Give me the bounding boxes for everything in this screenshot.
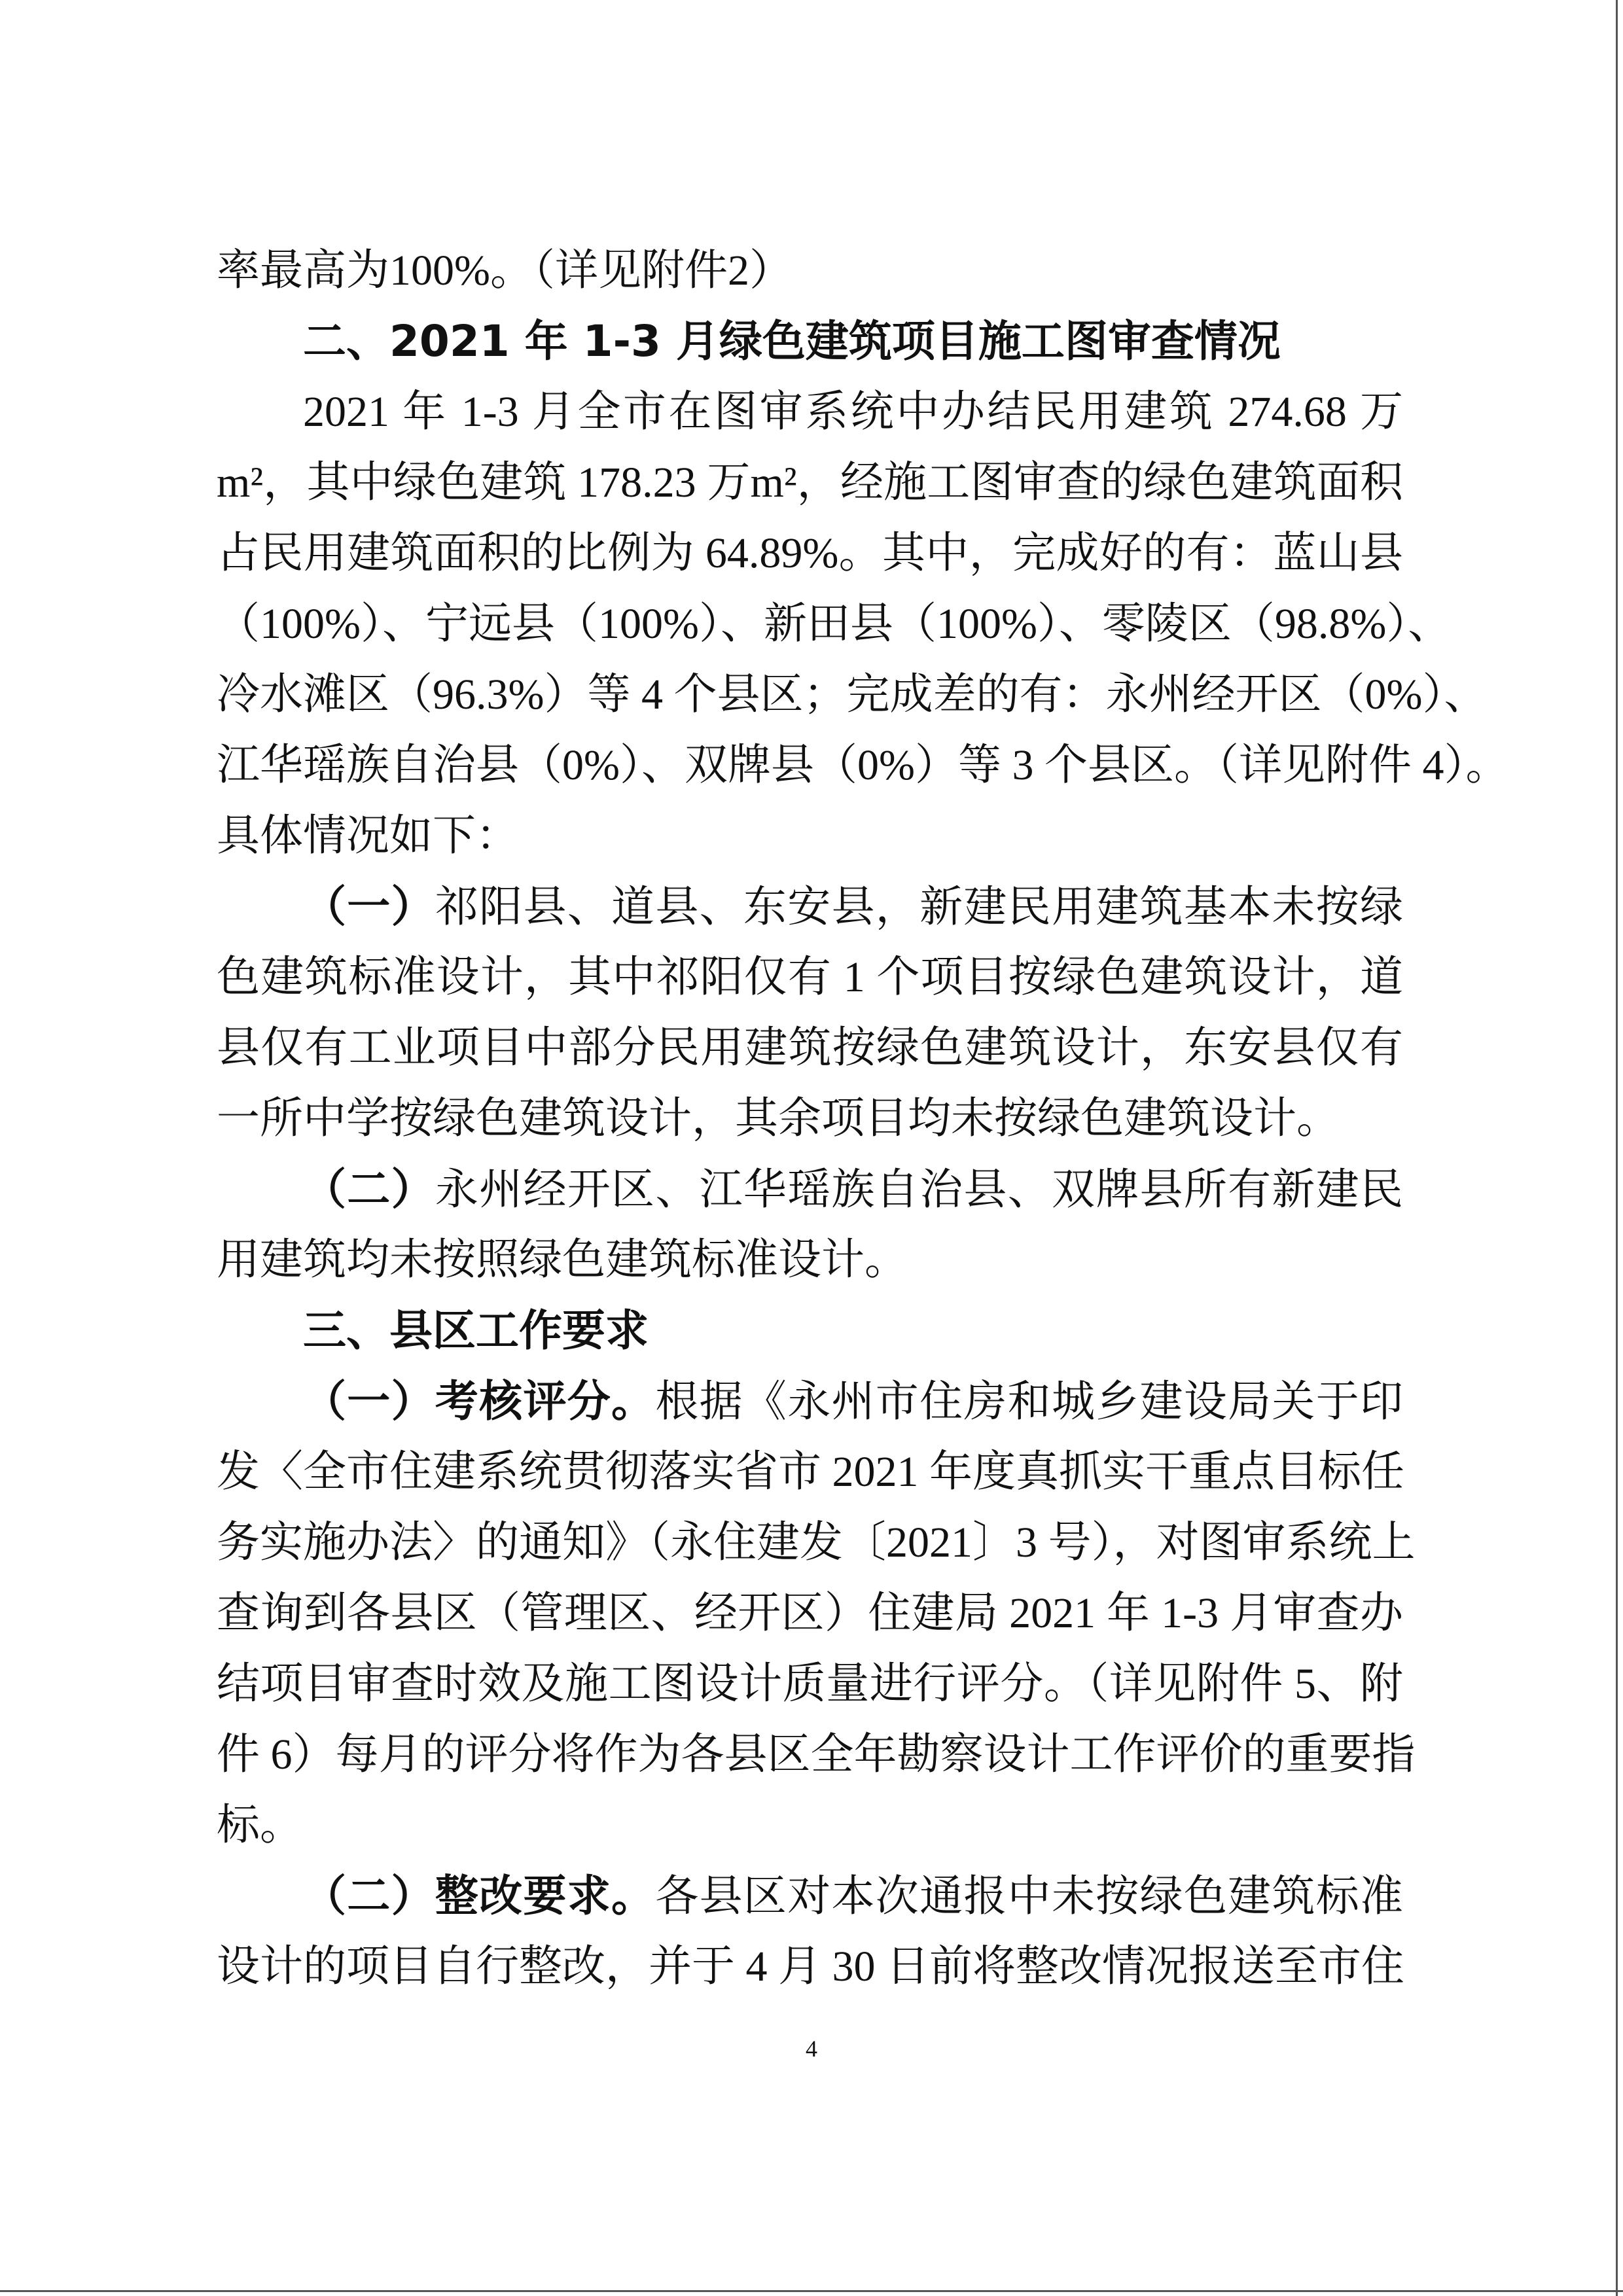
line-text: 2021 年 1-3 月全市在图审系统中办结民用建筑 274.68 万 (303, 388, 1403, 436)
text-line (217, 1366, 1403, 1437)
text-line (217, 872, 1403, 942)
line-text: （100%）、宁远县（100%）、新田县（100%）、零陵区（98.8%）、 (217, 600, 1452, 648)
line-text: 设计的项目自行整改，并于 4 月 30 日前将整改情况报送至市住 (217, 1943, 1404, 1990)
text-line (217, 1225, 1403, 1296)
line-text: 县仅有工业项目中部分民用建筑按绿色建筑设计，东安县仅有 (217, 1024, 1403, 1072)
section-heading (217, 1296, 1403, 1366)
text-line (217, 1013, 1403, 1084)
line-text: 用建筑均未按照绿色建筑标准设计。 (217, 1236, 908, 1284)
bold-lead: （一） (303, 881, 435, 932)
text-line (217, 801, 1403, 872)
line-text: 务实施办法〉的通知》（永住建发〔2021〕3 号），对图审系统上 (217, 1519, 1416, 1566)
line-text: 江华瑶族自治县（0%）、双牌县（0%）等 3 个县区。（详见附件 4）。 (217, 741, 1509, 789)
line-text: 结项目审查时效及施工图设计质量进行评分。（详见附件 5、附 (217, 1660, 1403, 1708)
line-text: 标。 (217, 1801, 303, 1849)
text-line (217, 589, 1452, 660)
text-line (217, 1578, 1403, 1649)
text-line (217, 1084, 1403, 1154)
line-text: 色建筑标准设计，其中祁阳仅有 1 个项目按绿色建筑设计，道 (217, 953, 1403, 1001)
text-line (217, 730, 1509, 801)
text-line (217, 1508, 1416, 1578)
line-text: 发〈全市住建系统贯彻落实省市 2021 年度真抓实干重点目标任 (217, 1448, 1404, 1496)
line-text: 三、县区工作要求 (303, 1305, 649, 1356)
line-text: 率最高为100%。（详见附件2） (217, 247, 793, 294)
scan-edge-right (1616, 0, 1618, 2296)
text-line (217, 236, 1403, 306)
text-line (217, 1720, 1416, 1790)
bold-lead: （一）考核评分。 (303, 1376, 656, 1426)
section-heading (217, 306, 1403, 377)
line-text: 件 6）每月的评分将作为各县区全年勘察设计工作评价的重要指 (217, 1731, 1416, 1778)
text-line (217, 1649, 1403, 1720)
bold-lead: （二）整改要求。 (303, 1871, 656, 1921)
document-body (217, 236, 1509, 2002)
text-line (217, 448, 1403, 518)
line-text: 祁阳县、道县、东安县，新建民用建筑基本未按绿 (435, 883, 1403, 931)
line-text: 占民用建筑面积的比例为 64.89%。其中，完成好的有：蓝山县 (217, 529, 1403, 577)
line-text: 一所中学按绿色建筑设计，其余项目均未按绿色建筑设计。 (217, 1095, 1340, 1142)
text-line (217, 1790, 1403, 1861)
text-line (217, 518, 1403, 589)
line-text: 二、2021 年 1-3 月绿色建筑项目施工图审查情况 (303, 316, 1281, 366)
text-line (217, 1861, 1403, 1932)
line-text: 各县区对本次通报中未按绿色建筑标准 (655, 1873, 1404, 1920)
text-line (217, 1154, 1403, 1225)
line-text: 具体情况如下： (217, 812, 519, 860)
bold-lead: （二） (303, 1164, 435, 1214)
text-line (217, 942, 1403, 1013)
scan-edge-bottom (0, 2290, 1623, 2292)
page-number: 4 (806, 2036, 817, 2062)
text-line (217, 377, 1403, 448)
line-text: 冷水滩区（96.3%）等 4 个县区；完成差的有：永州经开区（0%）、 (217, 671, 1488, 718)
text-line (217, 660, 1488, 730)
text-line (217, 1437, 1403, 1508)
line-text: 永州经开区、江华瑶族自治县、双牌县所有新建民 (435, 1166, 1403, 1214)
line-text: 查询到各县区（管理区、经开区）住建局 2021 年 1-3 月审查办 (217, 1589, 1403, 1637)
line-text: 根据《永州市住房和城乡建设局关于印 (655, 1378, 1404, 1426)
line-text: m²，其中绿色建筑 178.23 万m²，经施工图审查的绿色建筑面积 (217, 459, 1403, 506)
text-line (217, 1932, 1403, 2002)
